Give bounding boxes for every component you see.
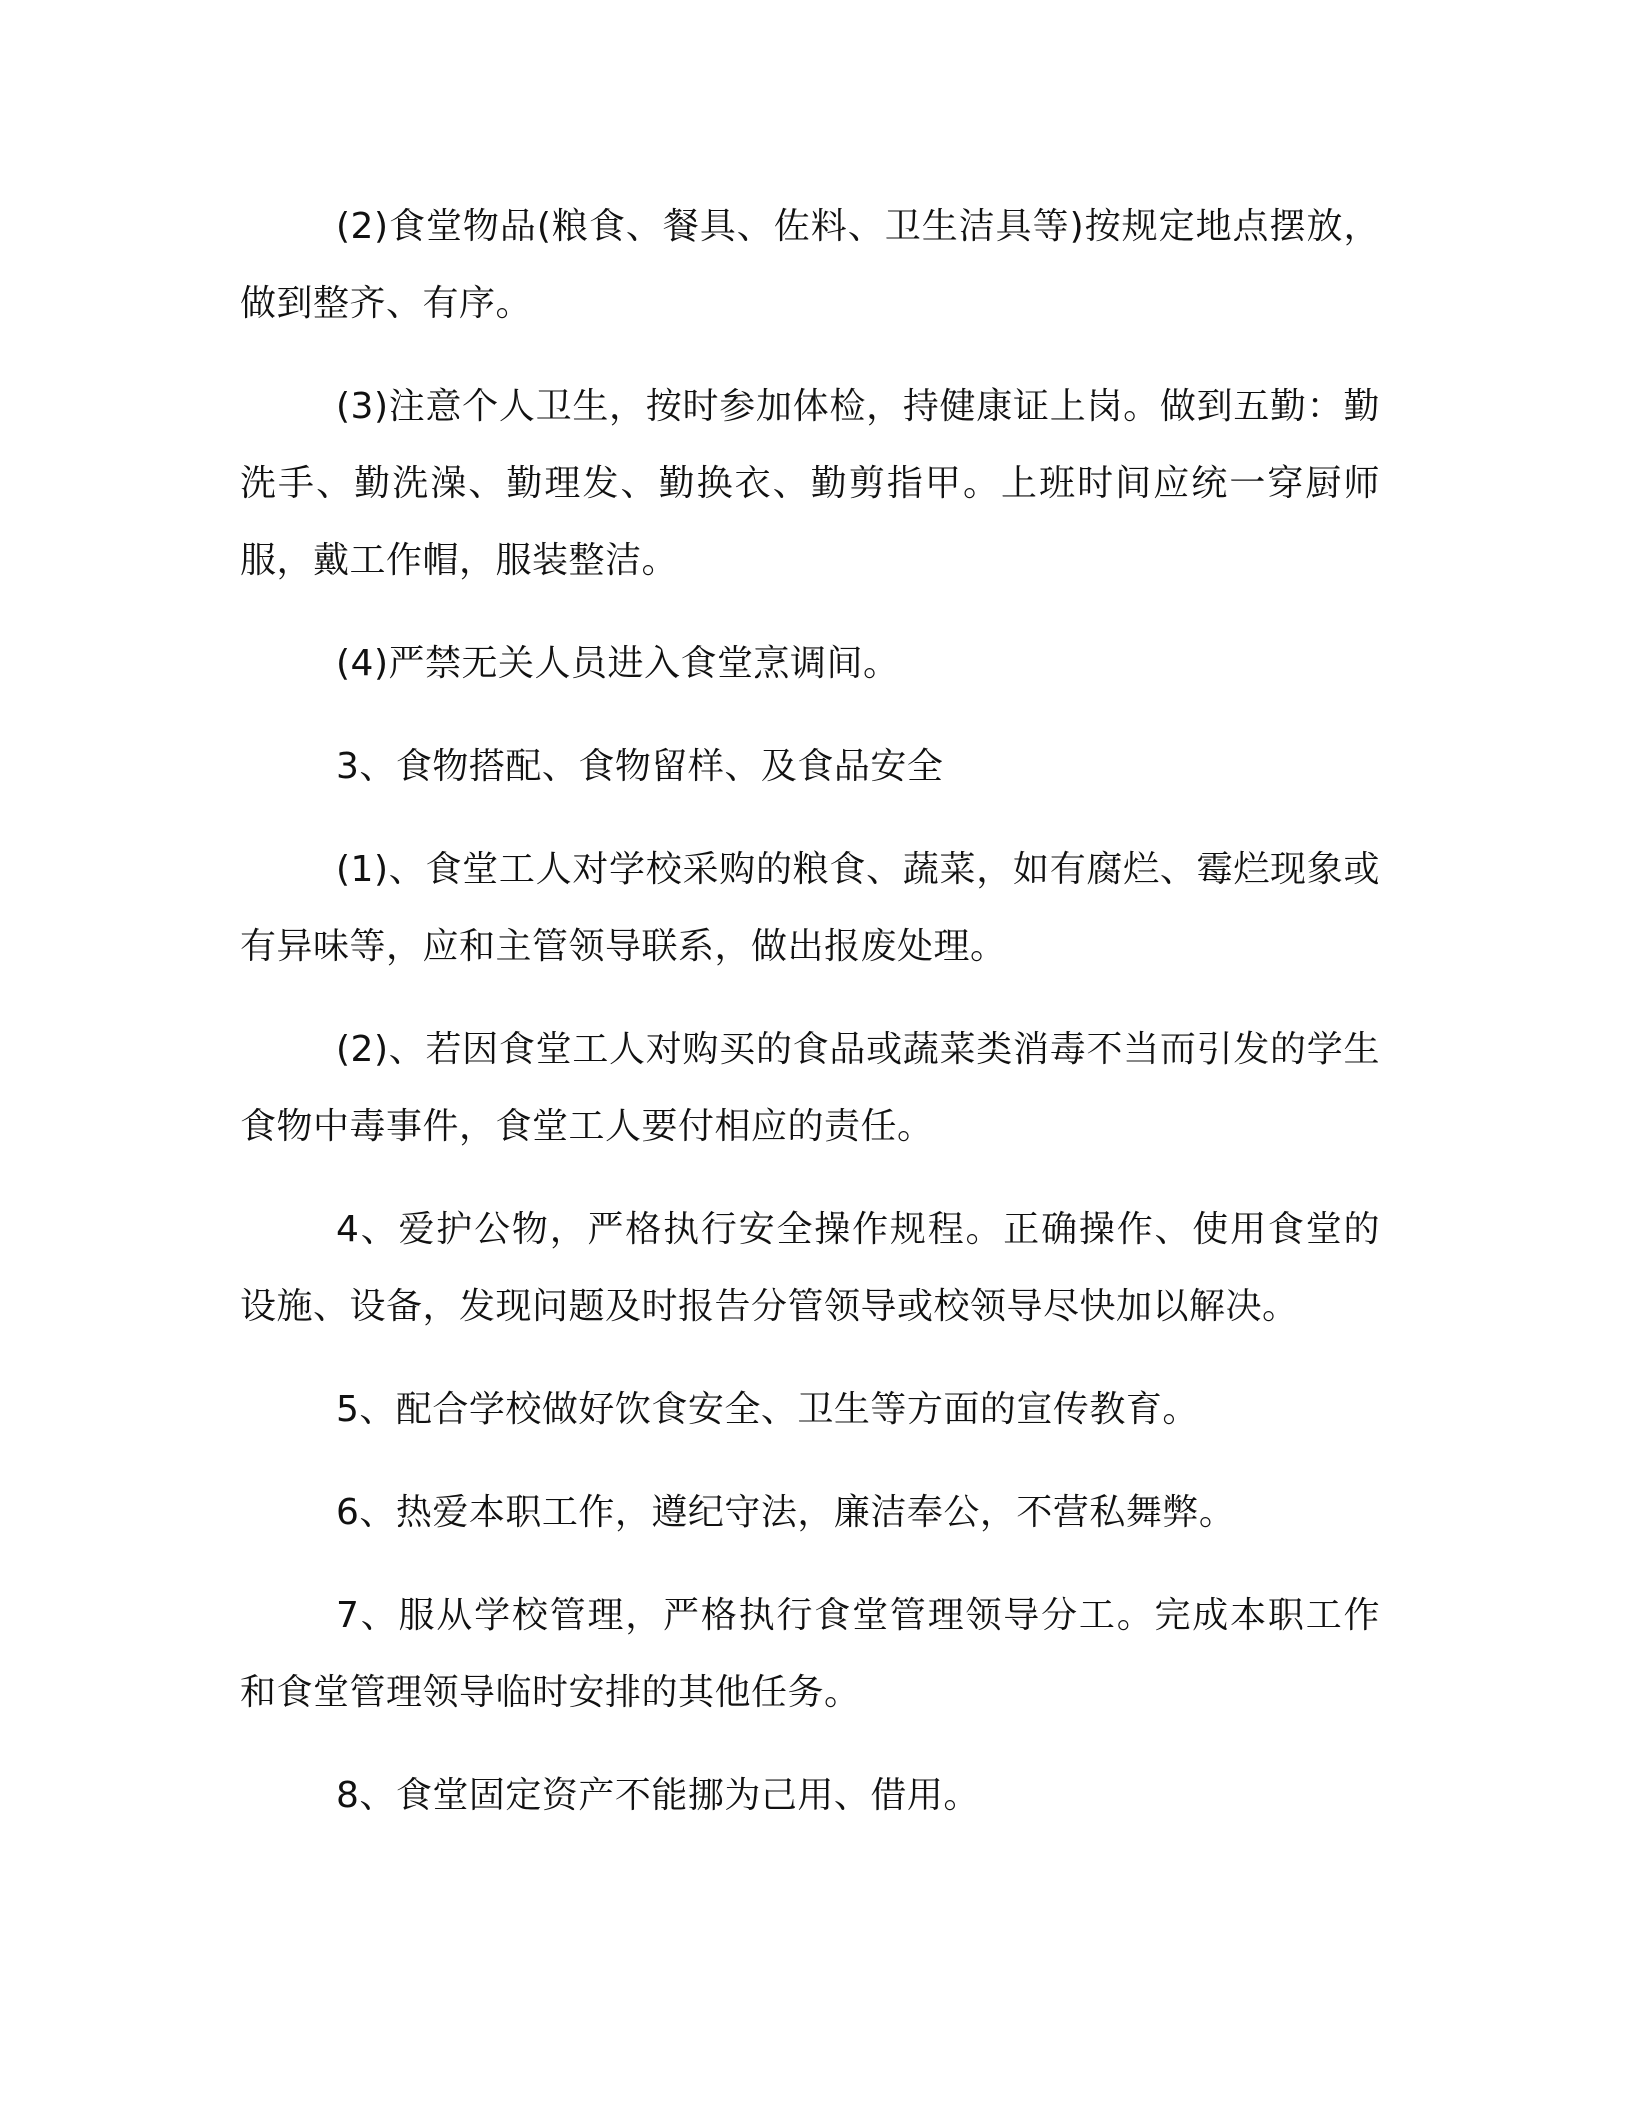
- paragraph-poisoning-liability: (2)、若因食堂工人对购买的食品或蔬菜类消毒不当而引发的学生食物中毒事件，食堂工人要付相应的责任。: [240, 1029, 1380, 1147]
- paragraph-storage-rules: (2)食堂物品(粮食、餐具、佐料、卫生洁具等)按规定地点摆放，做到整齐、有序。: [240, 206, 1380, 324]
- paragraph-safety-education: 5、配合学校做好饮食安全、卫生等方面的宣传教育。: [336, 1389, 1199, 1430]
- paragraph-no-entry: (4)严禁无关人员进入食堂烹调间。: [336, 643, 900, 684]
- paragraph-obey-management: 7、服从学校管理，严格执行食堂管理领导分工。完成本职工作和食堂管理领导临时安排的其他任务。: [240, 1595, 1380, 1713]
- paragraph-spoiled-food: (1)、食堂工人对学校采购的粮食、蔬菜，如有腐烂、霉烂现象或有异味等，应和主管领导联系，做出报废处理。: [240, 849, 1380, 967]
- paragraph-work-ethics: 6、热爱本职工作，遵纪守法，廉洁奉公，不营私舞弊。: [336, 1492, 1236, 1533]
- paragraph-personal-hygiene: (3)注意个人卫生，按时参加体检，持健康证上岗。做到五勤：勤洗手、勤洗澡、勤理发、勤换衣、勤剪指甲。上班时间应统一穿厨师服，戴工作帽，服装整洁。: [240, 386, 1380, 581]
- document-body: [240, 188, 1380, 1860]
- paragraph-fixed-assets: 8、食堂固定资产不能挪为己用、借用。: [336, 1775, 980, 1816]
- section-heading-food-safety: 3、食物搭配、食物留样、及食品安全: [336, 746, 944, 787]
- paragraph-protect-property: 4、爱护公物，严格执行安全操作规程。正确操作、使用食堂的设施、设备，发现问题及时报告分管领导或校领导尽快加以解决。: [240, 1209, 1380, 1327]
